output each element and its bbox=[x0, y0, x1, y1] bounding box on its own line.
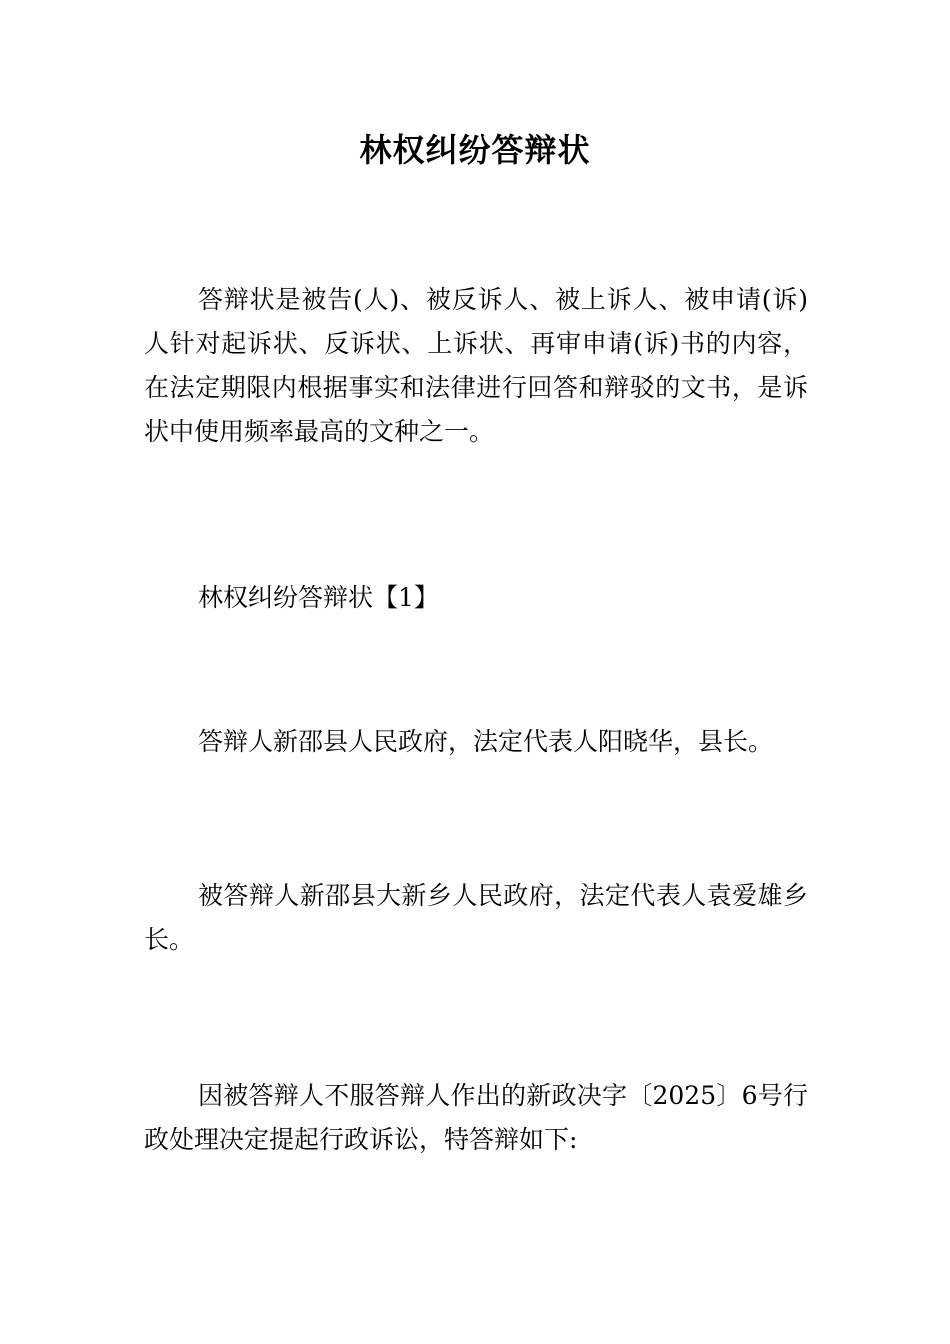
intro-paragraph: 答辩状是被告(人)、被反诉人、被上诉人、被申请(诉)人针对起诉状、反诉状、上诉状、再审申请(诉)书的内容，在法定期限内根据事实和法律进行回答和辩驳的文书，是诉状中使用频率最高的文种之一。 bbox=[144, 285, 808, 446]
respondent-paragraph: 答辩人新邵县人民政府，法定代表人阳晓华，县长。 bbox=[198, 727, 774, 756]
section-heading: 林权纠纷答辩状【1】 bbox=[198, 583, 439, 612]
claimant-paragraph: 被答辩人新邵县大新乡人民政府，法定代表人袁爱雄乡长。 bbox=[144, 881, 808, 954]
document-title: 林权纠纷答辩状 bbox=[359, 131, 591, 169]
cause-paragraph: 因被答辩人不服答辩人作出的新政决字〔2025〕6号行政处理决定提起行政诉讼，特答辩如下: bbox=[144, 1081, 808, 1154]
